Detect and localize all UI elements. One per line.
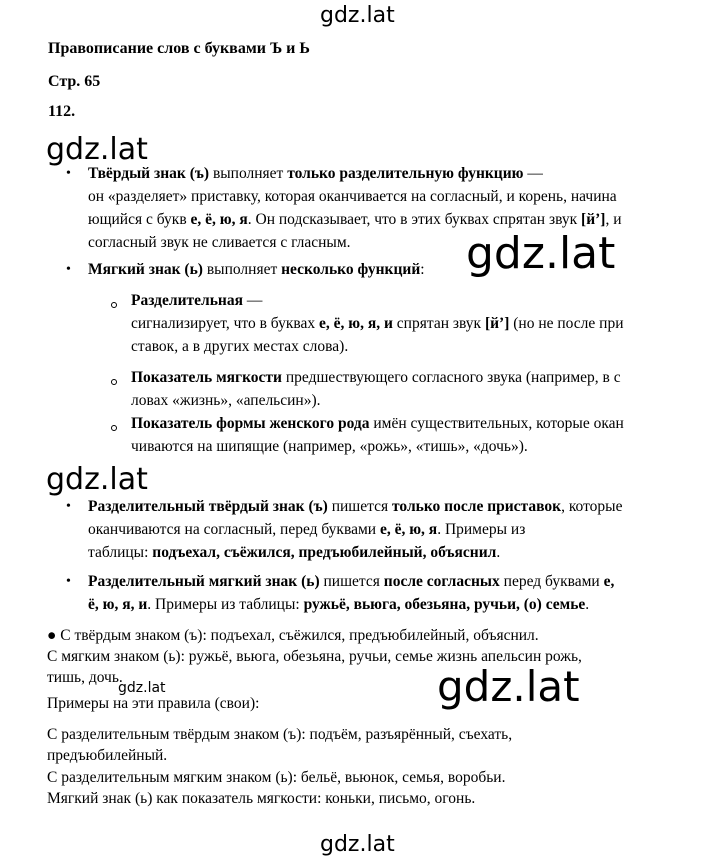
own-examples-heading: Примеры на эти правила (свои): [47,695,260,712]
own-examples-softness: Мягкий знак (ь) как показатель мягкости: коньки, письмо, огонь. [47,790,476,807]
watermark-2: gdz.lat [466,228,616,279]
bullet-dot: • [66,574,71,589]
examples-soft-sign-line2: тишь, дочь. [47,669,123,686]
page-number: Стр. 65 [48,73,101,90]
own-examples-soft: С разделительным мягким знаком (ь): бельё, вьюнок, семья, воробьи. [47,769,506,786]
separating-hard-sign-rule-line1: Разделительный твёрдый знак (ъ) пишется только после приставок, которые [88,498,623,515]
feminine-form-line1: Показатель формы женского рода имён существительных, которые окан [131,415,624,432]
hard-sign-function-line2: он «разделяет» приставку, которая оканчивается на согласный, и корень, начина [88,188,617,205]
sub-bullet-circle [111,302,117,308]
hard-sign-function-line4: согласный звук не сливается с гласным. [88,234,351,251]
watermark-bottom: gdz.lat [320,832,395,857]
bullet-dot: • [66,262,71,277]
hard-sign-function-line3: ющийся с букв е, ё, ю, я. Он подсказывает, что в этих буквах спрятан звук [й’], и [88,211,622,228]
sub-bullet-circle [111,379,117,385]
soft-sign-functions-heading: Мягкий знак (ь) выполняет несколько функций: [88,261,425,278]
bullet-dot: • [66,499,71,514]
own-examples-hard-line1: С разделительным твёрдым знаком (ъ): подъём, разъярённый, съехать, [47,726,513,743]
separating-soft-sign-rule-line1: Разделительный мягкий знак (ь) пишется после согласных перед буквами е, [88,573,615,590]
separating-hard-sign-rule-line2: оканчиваются на согласный, перед буквами е, ё, ю, я. Примеры из [88,521,526,538]
own-examples-hard-line2: предъюбилейный. [47,747,168,764]
watermark-5: gdz.lat [437,662,580,711]
examples-soft-sign-line1: С мягким знаком (ь): ружьё, вьюга, обезьяна, ручьи, семье жизнь апельсин рожь, [47,648,582,665]
watermark-4: gdz.lat [118,680,166,696]
separating-soft-sign-rule-line2: ё, ю, я, и. Примеры из таблицы: ружьё, вьюга, обезьяна, ручьи, (о) семье. [88,596,590,613]
softness-indicator-line1: Показатель мягкости предшествующего согласного звука (например, в с [131,369,621,386]
separating-function-line2: сигнализирует, что в буквах е, ё, ю, я, и спрятан звук [й’] (но не после при [131,315,624,332]
bullet-dot: • [66,166,71,181]
separating-function-line3: ставок, а в других местах слова). [131,338,349,355]
watermark-top: gdz.lat [320,3,395,28]
watermark-3: gdz.lat [46,462,148,497]
softness-indicator-line2: ловах «жизнь», «апельсин»). [131,392,321,409]
feminine-form-line2: чиваются на шипящие (например, «рожь», «тишь», «дочь»). [131,438,528,455]
separating-hard-sign-rule-line3: таблицы: подъехал, съёжился, предъюбилейный, объяснил. [88,544,501,561]
watermark-1: gdz.lat [46,132,148,167]
separating-function-line1: Разделительная — [131,292,263,309]
hard-sign-function-line1: Твёрдый знак (ъ) выполняет только разделительную функцию — [88,165,543,182]
sub-bullet-circle [111,425,117,431]
examples-hard-sign: ● С твёрдым знаком (ъ): подъехал, съёжился, предъюбилейный, объяснил. [47,627,539,644]
exercise-number: 112. [48,103,76,120]
document-title: Правописание слов с буквами Ъ и Ь [48,40,310,57]
